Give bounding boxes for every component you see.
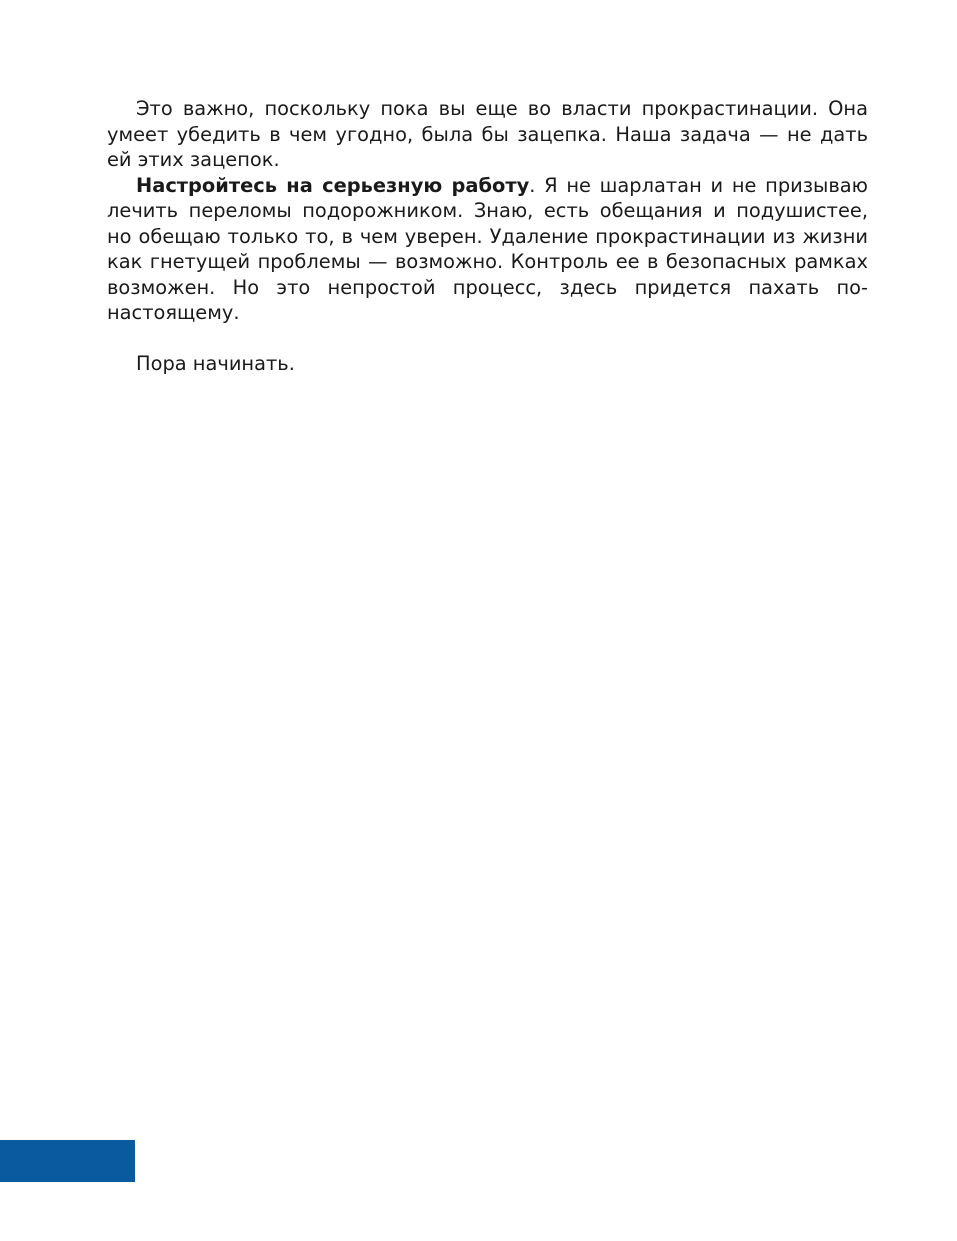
paragraph-3	[107, 351, 868, 377]
page-body	[107, 96, 868, 377]
paragraph-2-lead: Настройтесь на серьезную работу	[136, 173, 530, 197]
paragraph-1	[107, 96, 868, 173]
paragraph-2-text: . Я не шарлатан и не призываю лечить переломы подорожником. Знаю, есть обещания и подушистее, но обещаю только то, в чем уверен. Удаление прокрастинации из жизни как гнетущей проблемы — возможно. Контроль ее в безопасных рамках возможен. Но это непростой процесс, здесь придется пахать по-настоящему.	[107, 173, 868, 324]
page-number-marker	[0, 1140, 135, 1182]
paragraph-3-text: Пора начинать.	[136, 352, 295, 375]
paragraph-2	[107, 173, 868, 326]
paragraph-1-text: Это важно, поскольку пока вы еще во власти прокрастинации. Она умеет убедить в чем угодно, была бы зацепка. Наша задача — не дать ей этих зацепок.	[107, 97, 868, 171]
